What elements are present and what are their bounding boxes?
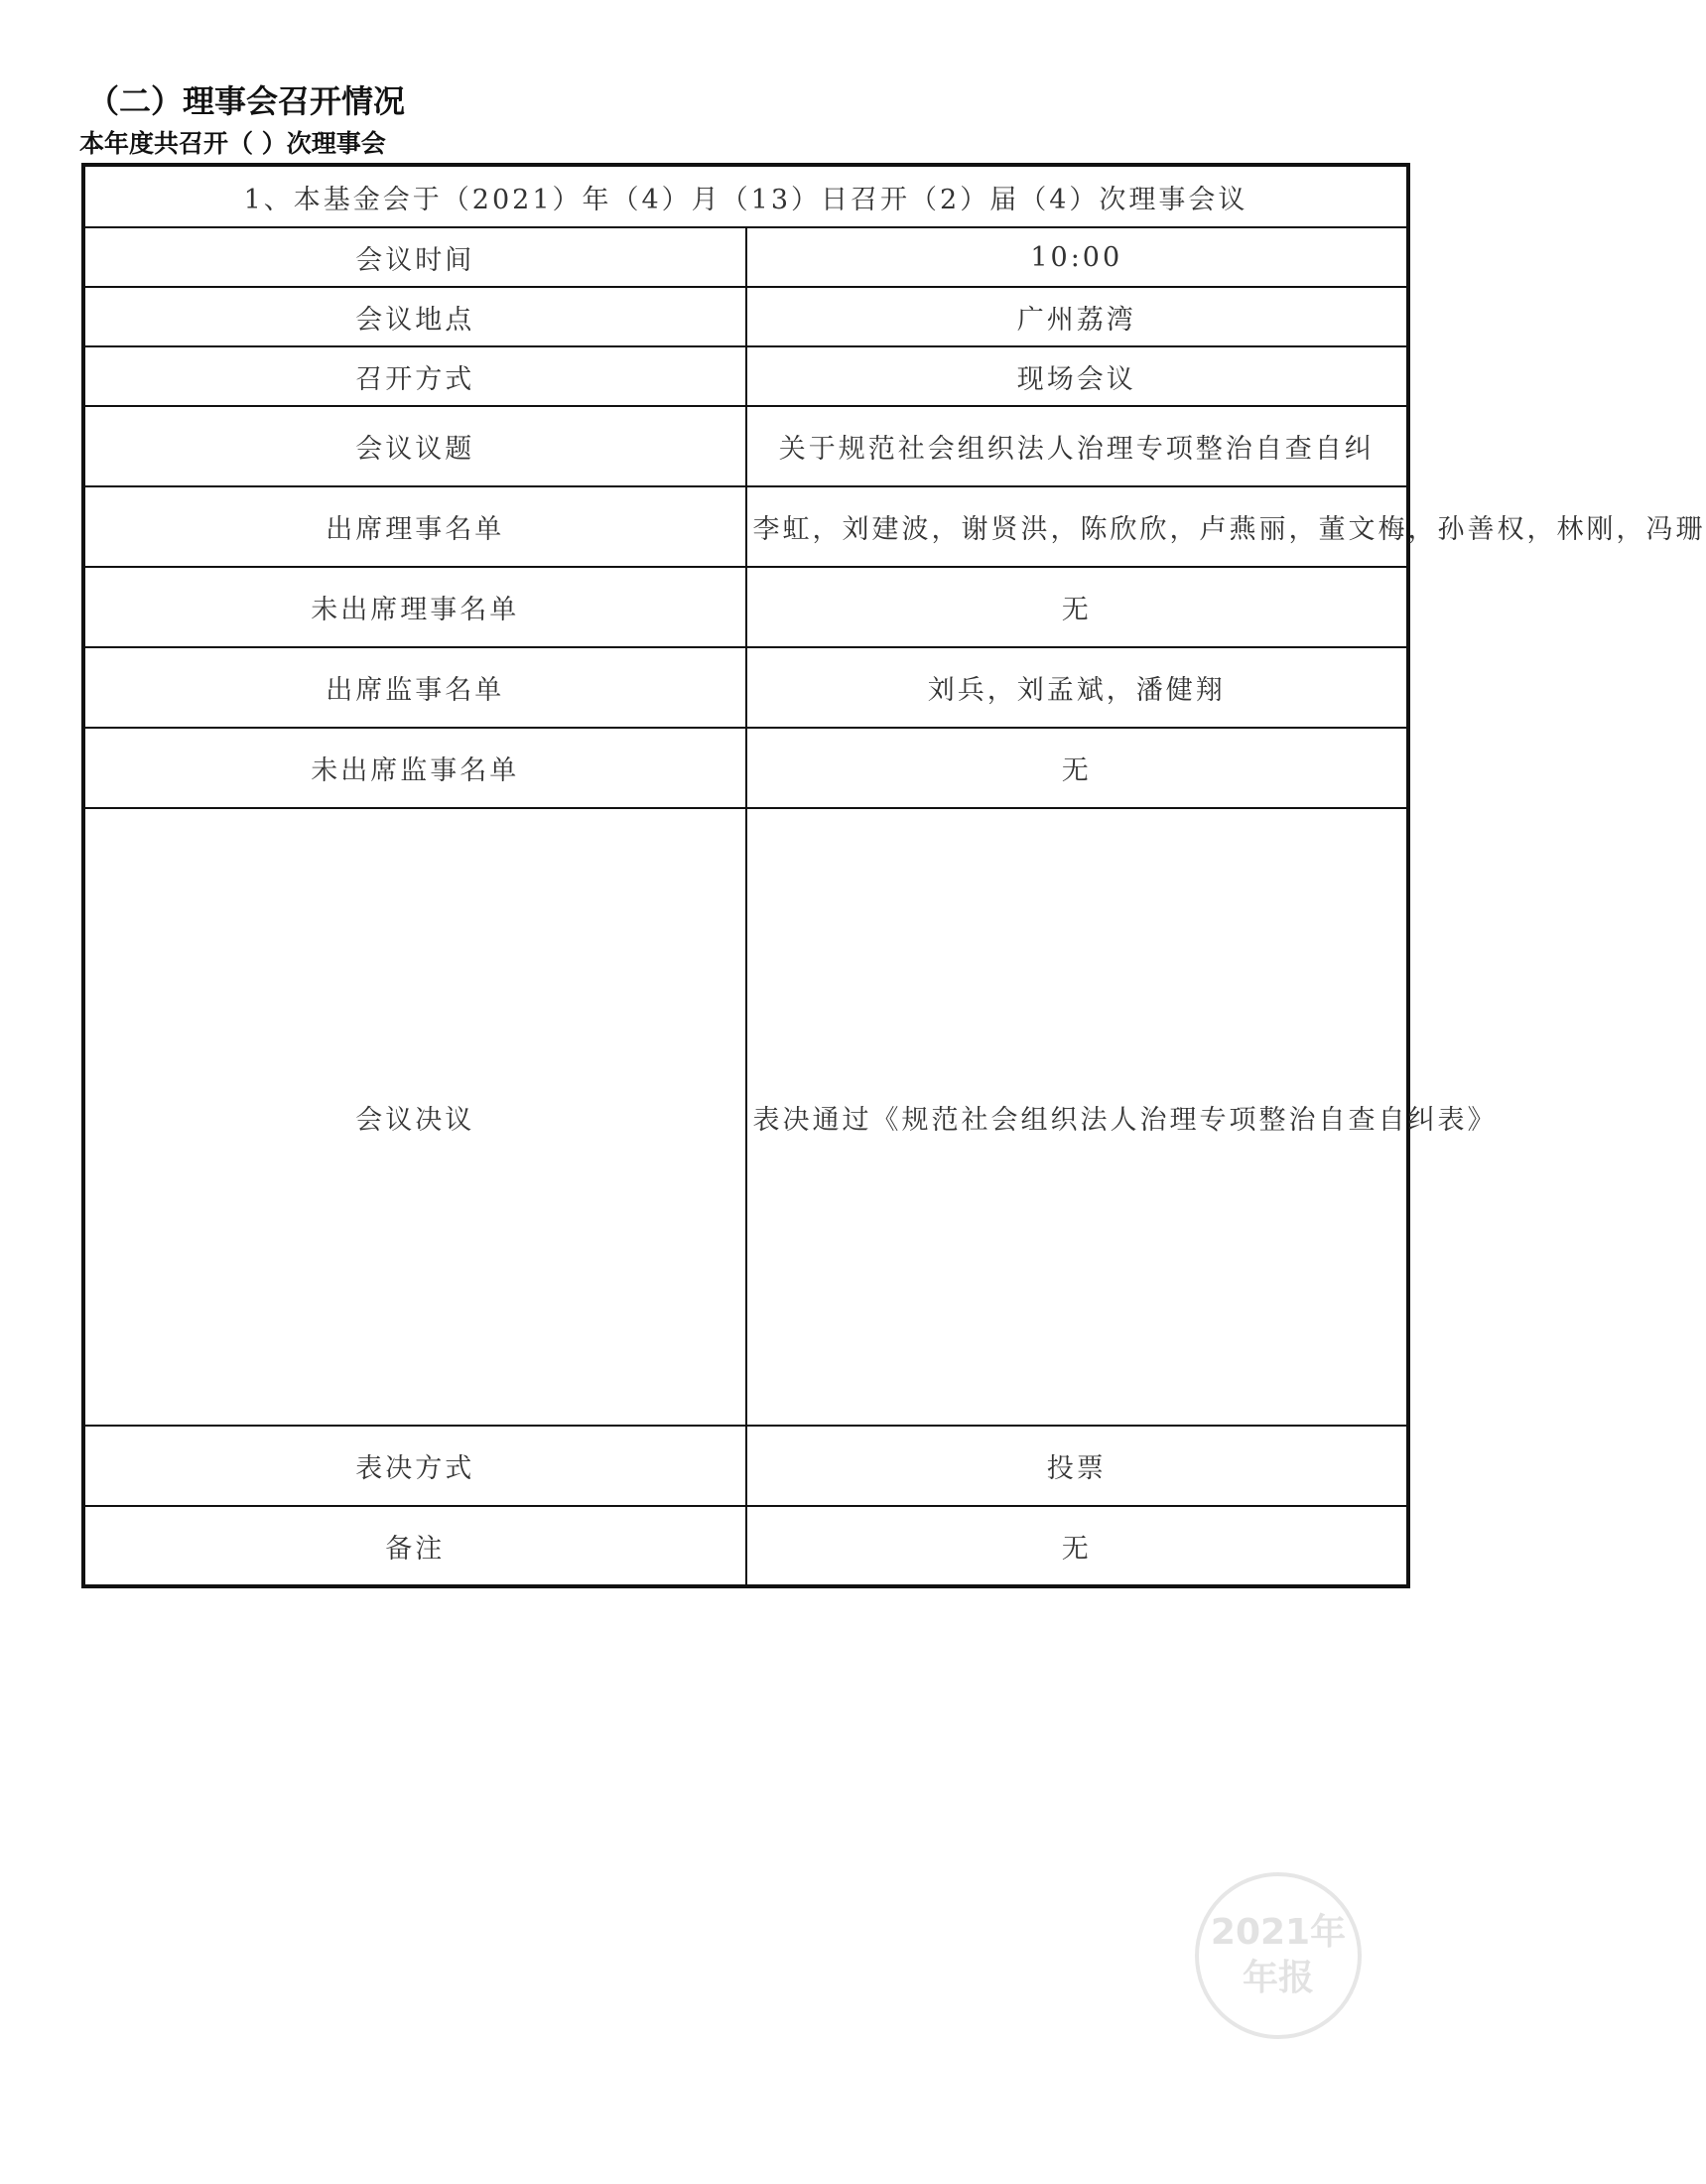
table-row: [83, 808, 1408, 1426]
table-row: [83, 346, 1408, 406]
absent-directors-label: 未出席理事名单: [83, 567, 746, 647]
voting-method-label: 表决方式: [83, 1426, 746, 1506]
table-row: [83, 287, 1408, 346]
meeting-topic-label: 会议议题: [83, 406, 746, 486]
remarks-label: 备注: [83, 1506, 746, 1586]
table-row: [83, 728, 1408, 808]
resolution-label: 会议决议: [83, 808, 746, 1426]
attending-directors-label: 出席理事名单: [83, 486, 746, 567]
meeting-location-value: 广州荔湾: [746, 287, 1409, 346]
table-row: [83, 227, 1408, 287]
section-subtitle: 本年度共召开（ ）次理事会: [79, 129, 386, 158]
meeting-topic-value: 关于规范社会组织法人治理专项整治自查自纠: [746, 406, 1409, 486]
meeting-header: 1、本基金会于（2021）年（4）月（13）日召开（2）届（4）次理事会议: [83, 165, 1408, 227]
absent-supervisors-label: 未出席监事名单: [83, 728, 746, 808]
resolution-value: 表决通过《规范社会组织法人治理专项整治自查自纠表》: [746, 808, 1409, 1426]
attending-directors-value: 李虹，刘建波，谢贤洪，陈欣欣，卢燕丽，董文梅，孙善权，林刚，冯珊: [746, 486, 1409, 567]
meeting-time-value: 10:00: [746, 227, 1409, 287]
table-row: [83, 567, 1408, 647]
table-row: [83, 647, 1408, 728]
annual-report-watermark-stamp: [1195, 1872, 1362, 2039]
attending-supervisors-label: 出席监事名单: [83, 647, 746, 728]
meeting-format-label: 召开方式: [83, 346, 746, 406]
watermark-line2: 年报: [1242, 1958, 1314, 1998]
watermark-line1: 2021年: [1210, 1912, 1347, 1953]
remarks-value: 无: [746, 1506, 1409, 1586]
meeting-format-value: 现场会议: [746, 346, 1409, 406]
meeting-time-label: 会议时间: [83, 227, 746, 287]
table-row: [83, 406, 1408, 486]
absent-supervisors-value: 无: [746, 728, 1409, 808]
board-meeting-table: [81, 163, 1706, 1588]
attending-supervisors-value: 刘兵，刘孟斌，潘健翔: [746, 647, 1409, 728]
meeting-location-label: 会议地点: [83, 287, 746, 346]
table-row: [83, 1426, 1408, 1506]
table-row: [83, 1506, 1408, 1586]
voting-method-value: 投票: [746, 1426, 1409, 1506]
absent-directors-value: 无: [746, 567, 1409, 647]
table-row: [83, 486, 1408, 567]
section-title: （二）理事会召开情况: [87, 82, 406, 120]
table-header-row: [83, 165, 1408, 227]
